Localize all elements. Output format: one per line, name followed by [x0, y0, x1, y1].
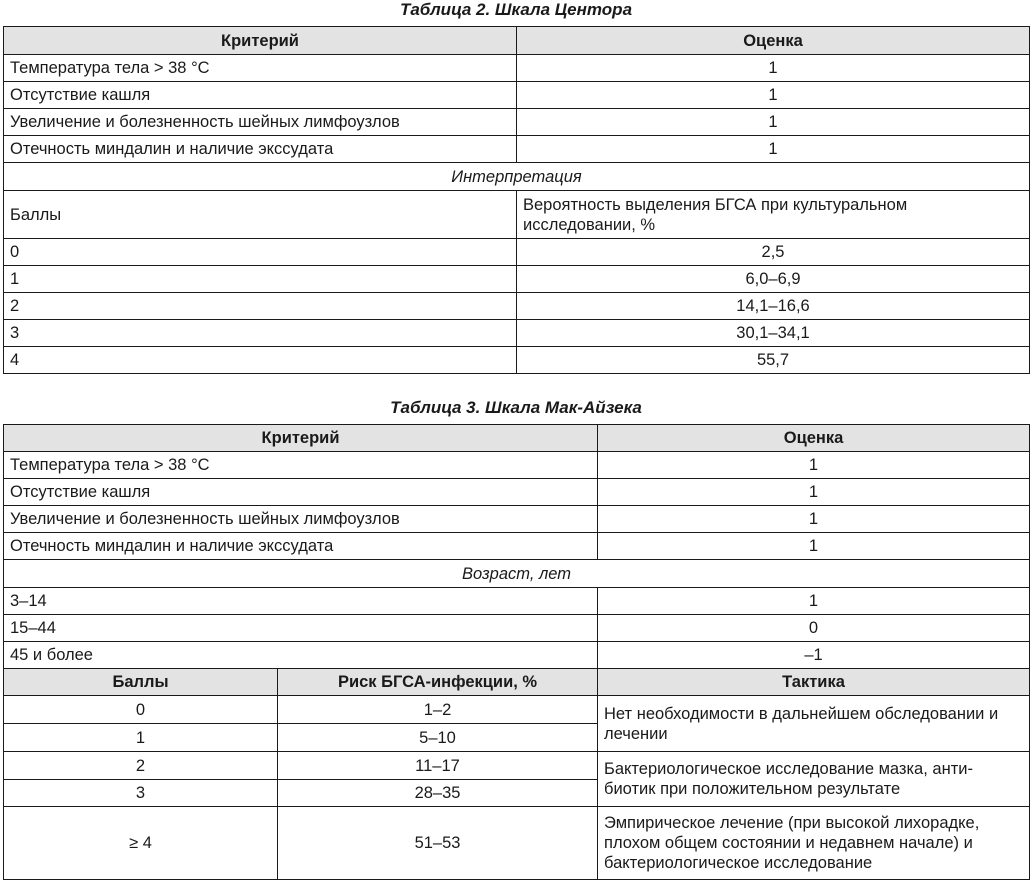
points-cell: ≥ 4	[4, 807, 278, 880]
criterion-cell: Отечность миндалин и наличие экссудата	[4, 136, 517, 163]
criterion-header: Критерий	[4, 425, 598, 452]
score-cell: 1	[517, 109, 1030, 136]
table-header-row	[4, 425, 1030, 452]
table-row	[4, 320, 1030, 347]
points-cell: 2	[4, 752, 278, 780]
table-row	[4, 506, 1030, 533]
table-row	[4, 807, 1030, 880]
points-cell: 0	[4, 239, 517, 266]
criterion-cell: Увеличение и болезненность шейных лимфоузлов	[4, 109, 517, 136]
table-row	[4, 347, 1030, 374]
table-row	[4, 293, 1030, 320]
age-cell: 45 и более	[4, 642, 598, 669]
table-row	[4, 136, 1030, 163]
score-cell: 1	[598, 588, 1030, 615]
interpretation-label: Интерпретация	[4, 163, 1030, 191]
risk-cell: 28–35	[278, 780, 598, 807]
criterion-cell: Отсутствие кашля	[4, 479, 598, 506]
criterion-cell: Отечность миндалин и наличие экссудата	[4, 533, 598, 560]
score-cell: 0	[598, 615, 1030, 642]
risk-cell: 5–10	[278, 724, 598, 752]
table-row	[4, 191, 1030, 239]
age-cell: 15–44	[4, 615, 598, 642]
points-cell: 1	[4, 724, 278, 752]
points-cell: 3	[4, 320, 517, 347]
score-cell: 1	[517, 136, 1030, 163]
probability-header: Вероятность выделения БГСА при культуральном исследовании, %	[517, 191, 1030, 239]
centor-table	[3, 26, 1030, 374]
risk-cell: 1–2	[278, 696, 598, 724]
table-row	[4, 479, 1030, 506]
score-cell: 1	[598, 533, 1030, 560]
subheader-row	[4, 560, 1030, 588]
table-row	[4, 615, 1030, 642]
probability-cell: 6,0–6,9	[517, 266, 1030, 293]
table-row	[4, 752, 1030, 780]
risk-cell: 11–17	[278, 752, 598, 780]
criterion-cell: Температура тела > 38 °C	[4, 452, 598, 479]
tactic-cell: Эмпирическое лечение (при высокой лихорадке, плохом общем состоянии и недавнем начале) и бактериологическое исследование	[598, 807, 1030, 880]
score-header: Оценка	[598, 425, 1030, 452]
risk-cell: 51–53	[278, 807, 598, 880]
points-cell: 3	[4, 780, 278, 807]
criterion-cell: Отсутствие кашля	[4, 82, 517, 109]
table-row	[4, 55, 1030, 82]
table-header-row	[4, 27, 1030, 55]
age-cell: 3–14	[4, 588, 598, 615]
table-row	[4, 588, 1030, 615]
table3-caption: Таблица 3. Шкала Мак-Айзека	[390, 398, 642, 417]
table-row	[4, 266, 1030, 293]
points-header: Баллы	[4, 669, 278, 696]
mcisaac-table	[3, 424, 1030, 880]
points-cell: 4	[4, 347, 517, 374]
table-row	[4, 452, 1030, 479]
criterion-header: Критерий	[4, 27, 517, 55]
points-cell: 0	[4, 696, 278, 724]
table-row	[4, 82, 1030, 109]
tactic-header: Тактика	[598, 669, 1030, 696]
table2-caption: Таблица 2. Шкала Центора	[399, 0, 633, 19]
table-row	[4, 239, 1030, 266]
age-label: Возраст, лет	[4, 560, 1030, 588]
subheader-row	[4, 163, 1030, 191]
criterion-cell: Температура тела > 38 °C	[4, 55, 517, 82]
probability-cell: 2,5	[517, 239, 1030, 266]
tactic-cell: Нет необходимости в дальнейшем обследовании и лечении	[598, 696, 1030, 752]
score-header: Оценка	[517, 27, 1030, 55]
points-header: Баллы	[4, 191, 517, 239]
probability-cell: 30,1–34,1	[517, 320, 1030, 347]
points-cell: 1	[4, 266, 517, 293]
probability-cell: 14,1–16,6	[517, 293, 1030, 320]
table-row	[4, 642, 1030, 669]
risk-header: Риск БГСА-инфекции, %	[278, 669, 598, 696]
score-cell: 1	[598, 479, 1030, 506]
table-row	[4, 696, 1030, 724]
points-cell: 2	[4, 293, 517, 320]
table-row	[4, 533, 1030, 560]
criterion-cell: Увеличение и болезненность шейных лимфоузлов	[4, 506, 598, 533]
table-header-row	[4, 669, 1030, 696]
score-cell: 1	[598, 452, 1030, 479]
score-cell: 1	[517, 55, 1030, 82]
table-row	[4, 109, 1030, 136]
score-cell: 1	[517, 82, 1030, 109]
probability-cell: 55,7	[517, 347, 1030, 374]
tactic-cell: Бактериологическое исследование мазка, анти-биотик при положительном результате	[598, 752, 1030, 807]
score-cell: –1	[598, 642, 1030, 669]
score-cell: 1	[598, 506, 1030, 533]
